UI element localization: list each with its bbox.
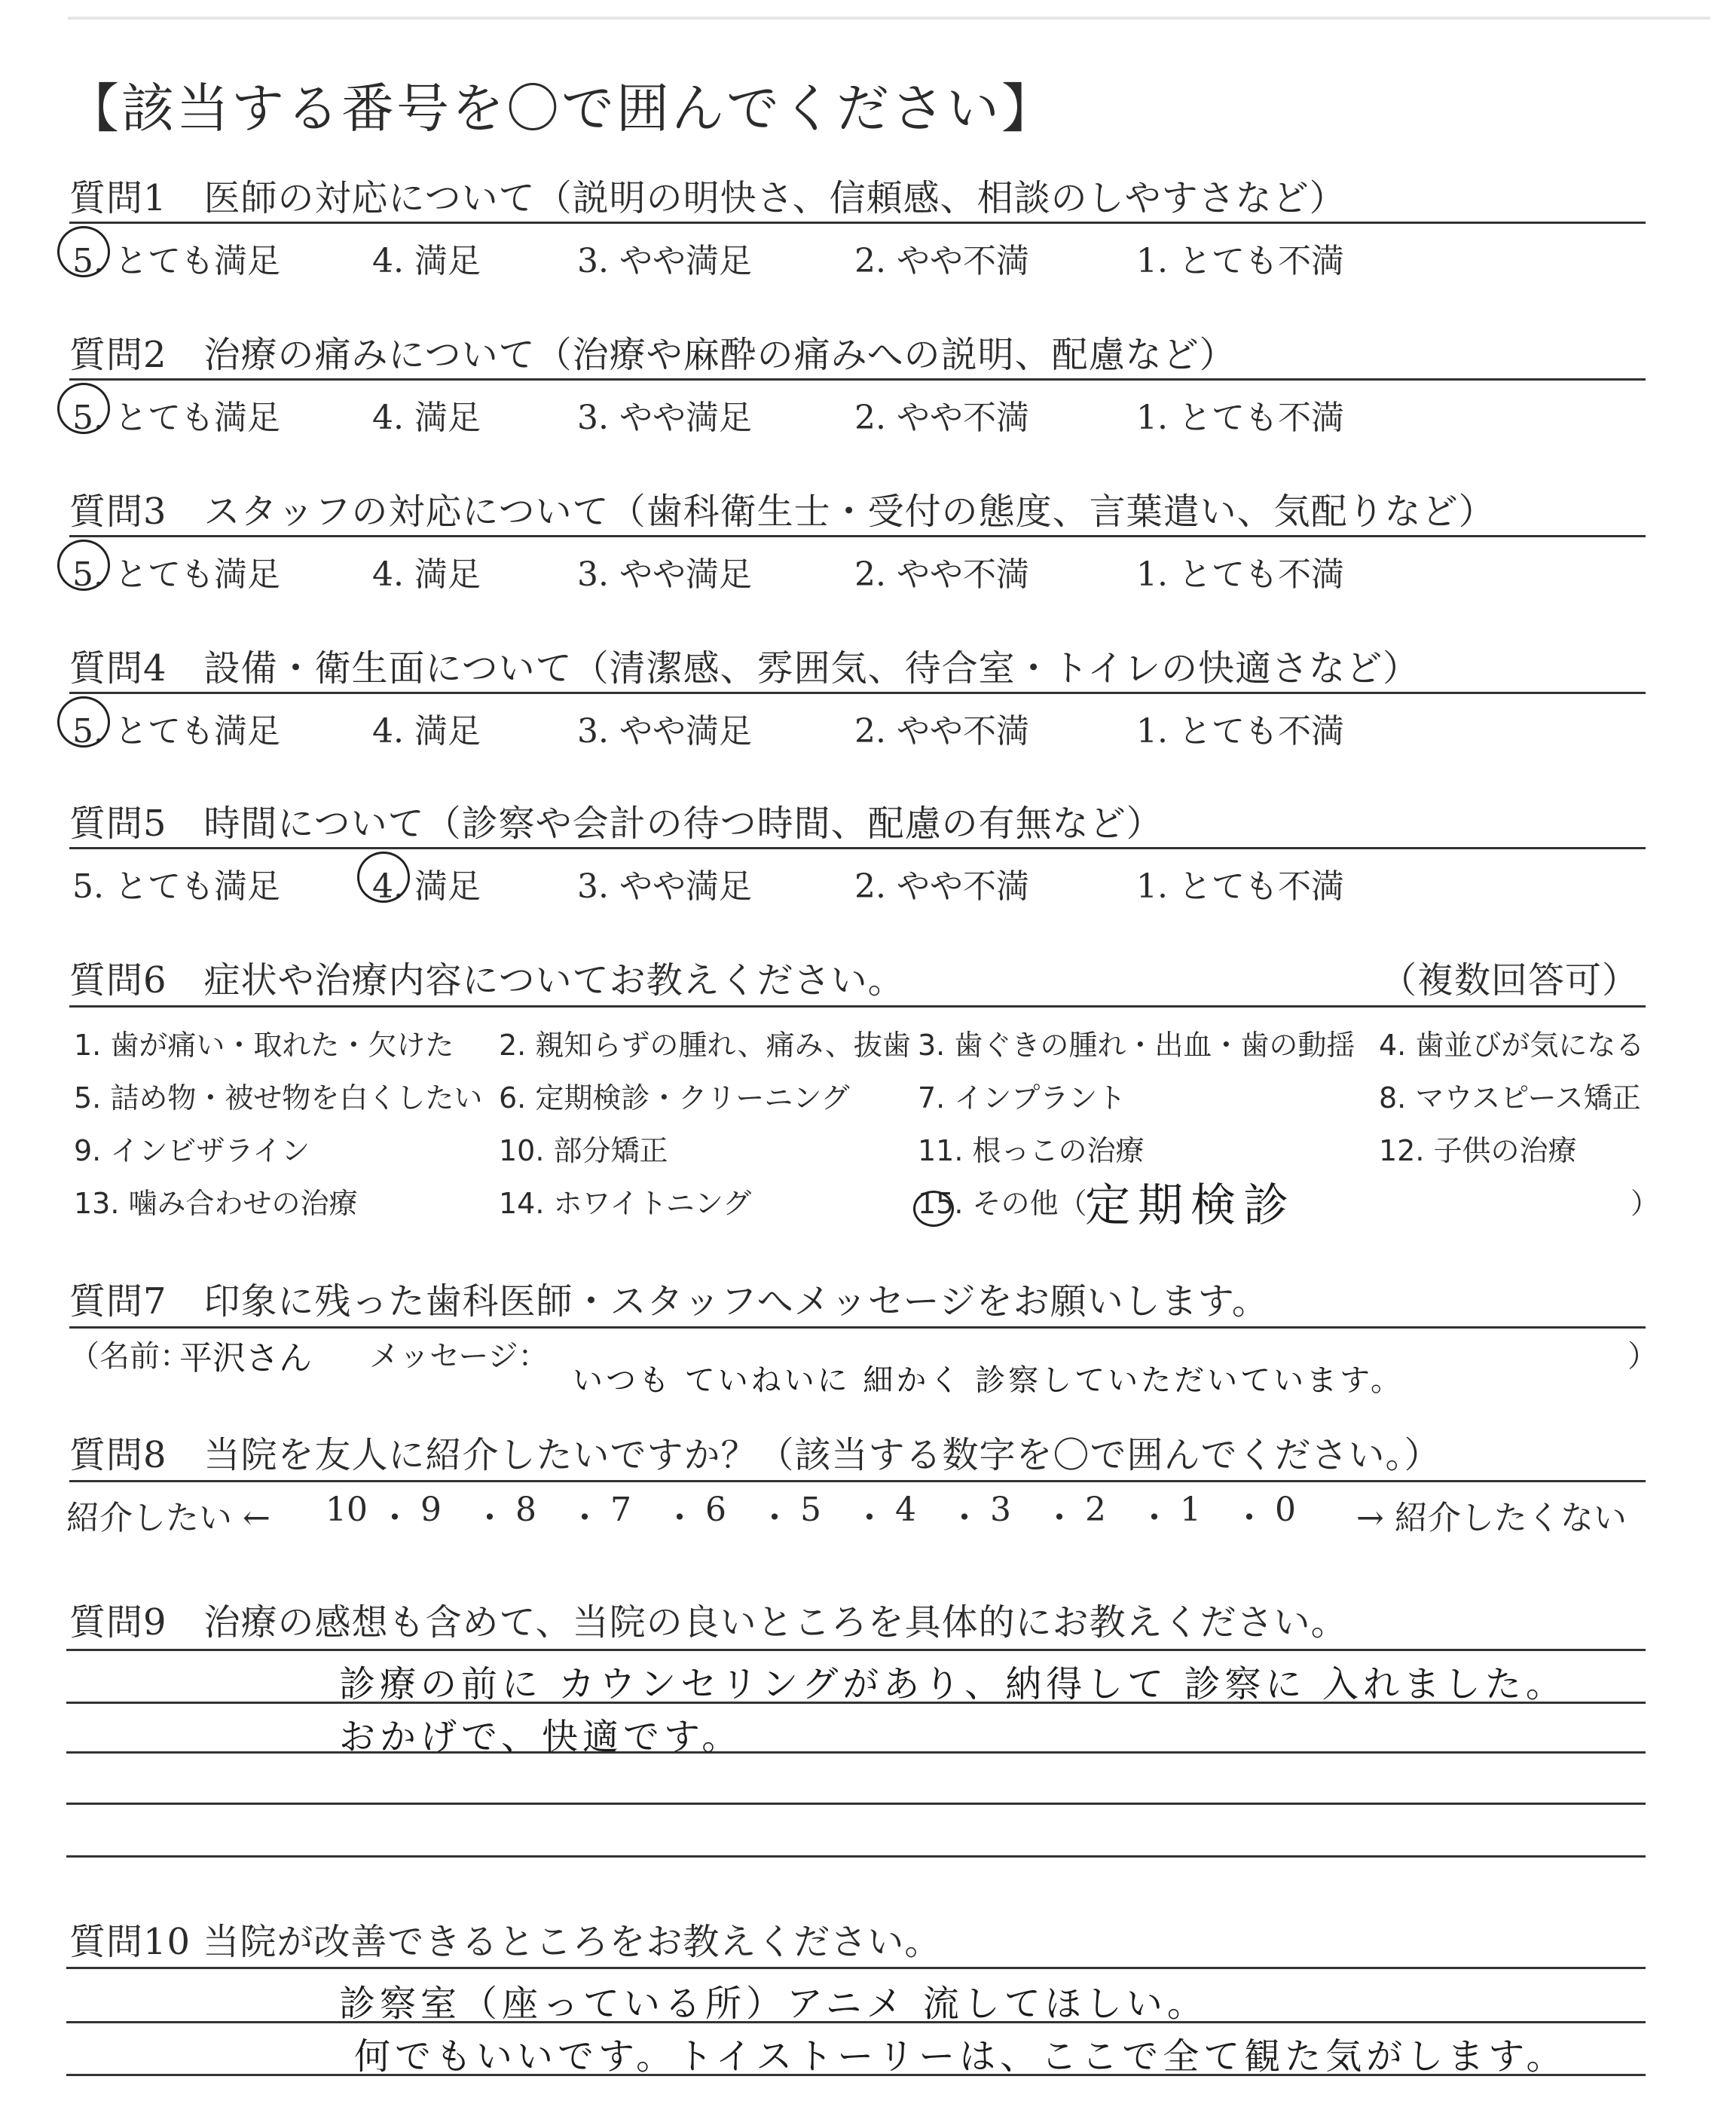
q6-option-3[interactable]: 3. 歯ぐきの腫れ・出血・歯の動揺 bbox=[918, 1029, 1355, 1062]
q9-answer-line-1: 診療の前に カウンセリングがあり、納得して 診察に 入れました。 bbox=[339, 1663, 1566, 1705]
form-heading: 【該当する番号を〇で囲んでください】 bbox=[66, 78, 1056, 139]
q2-option-4[interactable]: 4. 満足 bbox=[372, 399, 481, 437]
q6-other-text: 定期検診 bbox=[1085, 1179, 1296, 1232]
q2-option-3[interactable]: 3. やや満足 bbox=[577, 399, 752, 437]
q8-scale-separator: ・ bbox=[1043, 1499, 1076, 1537]
q9-title: 質問9 治療の感想も含めて、当院の良いところを具体的にお教えください。 bbox=[69, 1601, 1348, 1644]
q6-option-1[interactable]: 1. 歯が痛い・取れた・欠けた bbox=[74, 1029, 454, 1062]
q7-rule bbox=[69, 1326, 1646, 1329]
q1-option-2[interactable]: 2. やや不満 bbox=[854, 242, 1029, 280]
q8-scale-separator: ・ bbox=[378, 1499, 411, 1537]
q3-option-3[interactable]: 3. やや満足 bbox=[577, 555, 752, 594]
q1-option-1[interactable]: 1. とても不満 bbox=[1136, 242, 1344, 280]
q2-option-1[interactable]: 1. とても不満 bbox=[1136, 399, 1344, 437]
q8-scale-7[interactable]: 7 bbox=[610, 1491, 631, 1529]
q10-line-0 bbox=[66, 1967, 1646, 1969]
q4-option-5[interactable]: 5. とても満足 bbox=[72, 712, 280, 751]
q6-option-12[interactable]: 12. 子供の治療 bbox=[1379, 1134, 1577, 1167]
q3-selection-circle[interactable] bbox=[57, 540, 110, 591]
q8-scale-separator: ・ bbox=[758, 1499, 791, 1537]
q8-scale-5[interactable]: 5 bbox=[800, 1491, 821, 1529]
q6-option-5[interactable]: 5. 詰め物・被せ物を白くしたい bbox=[74, 1081, 483, 1115]
q1-title: 質問1 医師の対応について（説明の明快さ、信頼感、相談のしやすさなど） bbox=[69, 177, 1346, 219]
q8-scale-3[interactable]: 3 bbox=[990, 1491, 1011, 1529]
q6-option-9[interactable]: 9. インビザライン bbox=[74, 1134, 310, 1167]
q5-option-4[interactable]: 4. 満足 bbox=[372, 867, 481, 906]
q3-rule bbox=[69, 535, 1646, 537]
top-border bbox=[68, 17, 1710, 20]
q9-line-3 bbox=[66, 1803, 1646, 1805]
q5-selection-circle[interactable] bbox=[357, 852, 410, 903]
q2-rule bbox=[69, 378, 1646, 381]
q3-option-5[interactable]: 5. とても満足 bbox=[72, 555, 280, 594]
q6-note: （複数回答可） bbox=[1380, 959, 1640, 1001]
q8-scale-separator: ・ bbox=[1233, 1499, 1266, 1537]
q8-scale-0[interactable]: 0 bbox=[1275, 1491, 1296, 1529]
q3-option-4[interactable]: 4. 満足 bbox=[372, 555, 481, 594]
q5-option-3[interactable]: 3. やや満足 bbox=[577, 867, 752, 906]
q9-line-4 bbox=[66, 1855, 1646, 1858]
q8-scale-4[interactable]: 4 bbox=[895, 1491, 916, 1529]
q6-option-10[interactable]: 10. 部分矯正 bbox=[499, 1134, 668, 1167]
q9-answer-line-2: おかげで、快適です。 bbox=[339, 1716, 743, 1758]
q6-option-13[interactable]: 13. 噛み合わせの治療 bbox=[74, 1187, 358, 1220]
q7-close: ） bbox=[1628, 1339, 1658, 1374]
q1-option-5[interactable]: 5. とても満足 bbox=[72, 242, 280, 280]
q10-answer-line-2: 何でもいいです。トイストーリーは、ここで全て観た気がします。 bbox=[354, 2035, 1567, 2078]
q8-title: 質問8 当院を友人に紹介したいですか？（該当する数字を〇で囲んでください。） bbox=[69, 1434, 1441, 1476]
q3-title: 質問3 スタッフの対応について（歯科衛生士・受付の態度、言葉遣い、気配りなど） bbox=[69, 491, 1496, 533]
q6-option-7[interactable]: 7. インプラント bbox=[918, 1081, 1126, 1115]
q6-option-2[interactable]: 2. 親知らずの腫れ、痛み、抜歯 bbox=[499, 1029, 911, 1062]
q6-option-14[interactable]: 14. ホワイトニング bbox=[499, 1187, 752, 1220]
q6-option-4[interactable]: 4. 歯並びが気になる bbox=[1379, 1029, 1645, 1062]
q8-scale-separator: ・ bbox=[663, 1499, 696, 1537]
q8-scale-separator: ・ bbox=[473, 1499, 506, 1537]
q3-option-2[interactable]: 2. やや不満 bbox=[854, 555, 1029, 594]
q8-scale-1[interactable]: 1 bbox=[1180, 1491, 1201, 1529]
q8-right-label: → 紹介したくない bbox=[1356, 1499, 1627, 1537]
q7-name-label: （名前： bbox=[69, 1339, 190, 1374]
q6-option-6[interactable]: 6. 定期検診・クリーニング bbox=[499, 1081, 850, 1115]
q7-name-value: 平沢さん bbox=[179, 1339, 312, 1378]
q7-message-value: いつも ていねいに 細かく 診察していただいています。 bbox=[573, 1363, 1404, 1398]
q4-option-3[interactable]: 3. やや満足 bbox=[577, 712, 752, 751]
q4-option-1[interactable]: 1. とても不満 bbox=[1136, 712, 1344, 751]
q8-scale-separator: ・ bbox=[948, 1499, 981, 1537]
q7-title: 質問7 印象に残った歯科医師・スタッフへメッセージをお願いします。 bbox=[69, 1280, 1269, 1323]
q8-scale-2[interactable]: 2 bbox=[1085, 1491, 1106, 1529]
q9-line-2 bbox=[66, 1751, 1646, 1754]
q5-rule bbox=[69, 847, 1646, 849]
q8-scale-separator: ・ bbox=[1138, 1499, 1171, 1537]
q1-selection-circle[interactable] bbox=[57, 226, 110, 277]
q4-selection-circle[interactable] bbox=[57, 696, 110, 748]
q10-title: 質問10 当院が改善できるところをお教えください。 bbox=[69, 1921, 942, 1963]
q5-title: 質問5 時間について（診察や会計の待つ時間、配慮の有無など） bbox=[69, 803, 1163, 845]
q2-option-2[interactable]: 2. やや不満 bbox=[854, 399, 1029, 437]
q7-message-label: メッセージ： bbox=[369, 1339, 549, 1374]
q5-option-2[interactable]: 2. やや不満 bbox=[854, 867, 1029, 906]
q8-scale-10[interactable]: 10 bbox=[326, 1491, 368, 1529]
q8-scale-6[interactable]: 6 bbox=[705, 1491, 726, 1529]
q2-option-5[interactable]: 5. とても満足 bbox=[72, 399, 280, 437]
q5-option-5[interactable]: 5. とても満足 bbox=[72, 867, 280, 906]
q1-option-3[interactable]: 3. やや満足 bbox=[577, 242, 752, 280]
q6-selection-circle[interactable] bbox=[913, 1191, 954, 1227]
q6-option-8[interactable]: 8. マウスピース矯正 bbox=[1379, 1081, 1641, 1115]
q4-option-2[interactable]: 2. やや不満 bbox=[854, 712, 1029, 751]
q6-rule bbox=[69, 1005, 1646, 1008]
q8-scale-separator: ・ bbox=[568, 1499, 601, 1537]
q6-option-11[interactable]: 11. 根っこの治療 bbox=[918, 1134, 1145, 1167]
q4-rule bbox=[69, 692, 1646, 694]
q8-scale-8[interactable]: 8 bbox=[515, 1491, 536, 1529]
q6-option-15[interactable]: 15. その他（ bbox=[918, 1187, 1087, 1220]
q5-option-1[interactable]: 1. とても不満 bbox=[1136, 867, 1344, 906]
q9-line-0 bbox=[66, 1649, 1646, 1651]
q8-left-label: 紹介したい ← bbox=[66, 1499, 270, 1537]
q10-answer-line-1: 診察室（座っている所）アニメ 流してほしい。 bbox=[339, 1983, 1208, 2025]
q6-title: 質問6 症状や治療内容についてお教えください。 bbox=[69, 959, 905, 1001]
q4-option-4[interactable]: 4. 満足 bbox=[372, 712, 481, 751]
q8-rule bbox=[69, 1480, 1646, 1482]
q3-option-1[interactable]: 1. とても不満 bbox=[1136, 555, 1344, 594]
q2-title: 質問2 治療の痛みについて（治療や麻酔の痛みへの説明、配慮など） bbox=[69, 334, 1236, 376]
q1-rule bbox=[69, 222, 1646, 224]
q6-other-close: ） bbox=[1631, 1187, 1660, 1220]
q2-selection-circle[interactable] bbox=[57, 383, 110, 434]
q1-option-4[interactable]: 4. 満足 bbox=[372, 242, 481, 280]
q4-title: 質問4 設備・衛生面について（清潔感、雰囲気、待合室・トイレの快適さなど） bbox=[69, 647, 1420, 690]
q8-scale-separator: ・ bbox=[853, 1499, 886, 1537]
q8-scale-9[interactable]: 9 bbox=[420, 1491, 442, 1529]
